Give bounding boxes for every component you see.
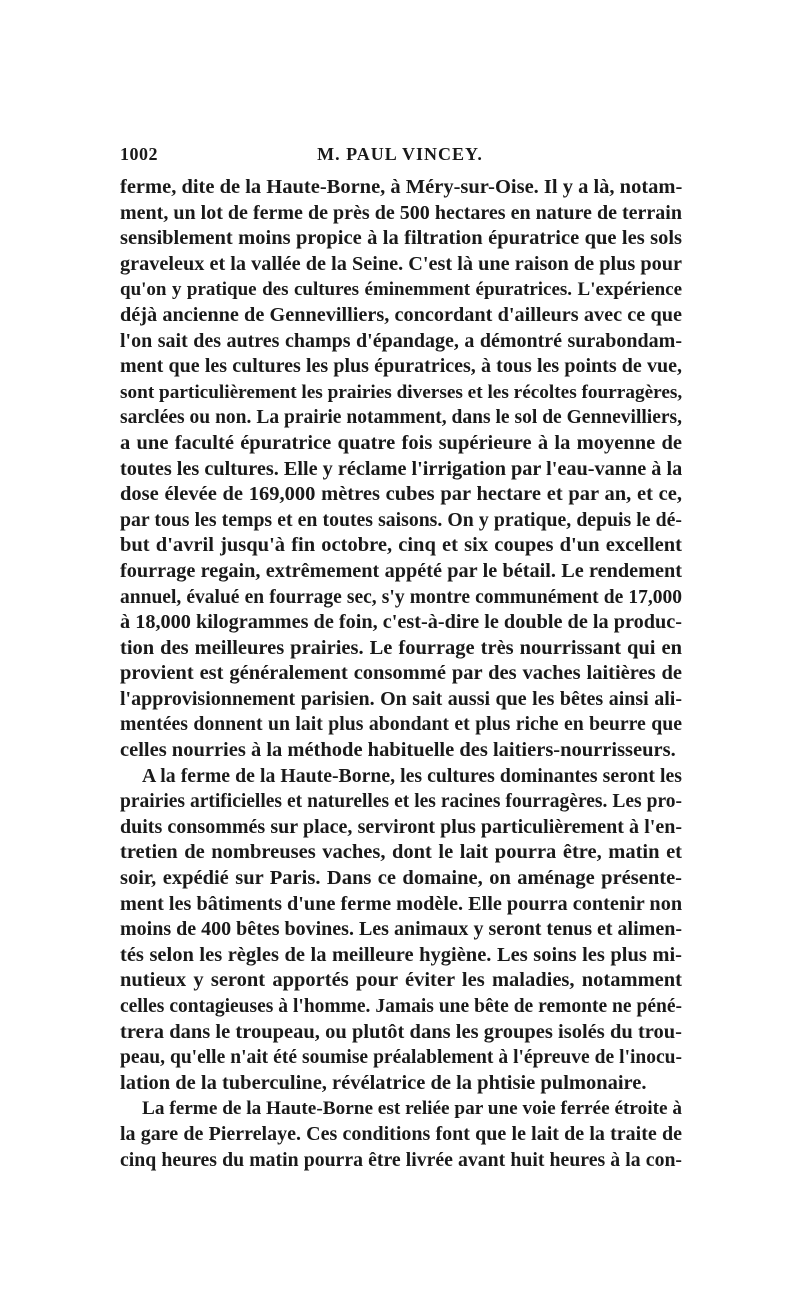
text-line: but d'avril jusqu'à fin octobre, cinq et six coupes d'un excellent [120,534,682,557]
text-line: cinq heures du matin pourra être livrée avant huit heures à la con- [120,1148,682,1171]
text-line: la gare de Pierrelaye. Ces conditions font que le lait de la traite de [120,1122,682,1145]
text-line-paragraph-end: celles nourries à la méthode habituelle des laitiers-nourrisseurs. [120,739,676,762]
text-line: graveleux et la vallée de la Seine. C'est là une raison de plus pour [120,252,682,275]
text-line-paragraph-start: A la ferme de la Haute-Borne, les cultures dominantes seront les [142,764,682,787]
text-line: sarclées ou non. La prairie notamment, dans le sol de Gennevilliers, [120,407,682,429]
text-line: nutieux y seront apportés pour éviter les maladies, notamment [120,969,682,992]
text-line: duits consommés sur place, serviront plus particulièrement à l'en- [120,815,682,838]
text-line: moins de 400 bêtes bovines. Les animaux y seront tenus et alimen- [120,918,682,941]
text-line: ment les bâtiments d'une ferme modèle. Elle pourra contenir non [120,892,683,915]
text-line: trera dans le troupeau, ou plutôt dans les groupes isolés du trou- [120,1020,682,1043]
text-line: par tous les temps et en toutes saisons. On y pratique, depuis le dé- [120,508,682,531]
text-line: toutes les cultures. Elle y réclame l'irrigation par l'eau-vanne à la [120,457,683,480]
body-text [120,175,682,1173]
text-line: provient est généralement consommé par des vaches laitières de [120,662,682,685]
text-line: tretien de nombreuses vaches, dont le lait pourra être, matin et [120,841,682,864]
text-line: annuel, évalué en fourrage sec, s'y montre communément de 17,000 [120,586,682,608]
text-line: dose élevée de 169,000 mètres cubes par hectare et par an, et ce, [120,483,682,506]
text-line: prairies artificielles et naturelles et les racines fourragères. Les pro- [120,791,682,813]
running-head [120,144,680,168]
text-line: sont particulièrement les prairies diverses et les récoltes fourragères, [120,381,683,403]
text-line: tés selon les règles de la meilleure hygiène. Les soins les plus mi- [120,943,682,966]
text-line: mentées donnent un lait plus abondant et plus riche en beurre que [120,713,682,736]
text-line: l'on sait des autres champs d'épandage, a démontré surabondam- [120,329,682,352]
text-line: tion des meilleures prairies. Le fourrage très nourrissant qui en [120,636,682,659]
text-line: ment, un lot de ferme de près de 500 hectares en nature de terrain [120,201,682,224]
text-line: soir, expédié sur Paris. Dans ce domaine, on aménage présente- [120,867,682,890]
text-line: a une faculté épuratrice quatre fois supérieure à la moyenne de [120,431,682,454]
text-line: fourrage regain, extrêmement appété par le bétail. Le rendement [120,559,682,582]
text-line: ment que les cultures les plus épuratrices, à tous les points de vue, [120,355,682,378]
text-line: à 18,000 kilogrammes de foin, c'est-à-dire le double de la produc- [120,611,682,634]
running-title: M. PAUL VINCEY. [317,144,483,164]
text-line-paragraph-start: La ferme de la Haute-Borne est reliée par une voie ferrée étroite à [142,1098,682,1120]
text-line: qu'on y pratique des cultures éminemment épuratrices. L'expérience [120,279,682,301]
text-line-paragraph-end: lation de la tuberculine, révélatrice de la phtisie pulmonaire. [120,1071,647,1094]
text-line: sensiblement moins propice à la filtration épuratrice que les sols [120,227,682,250]
text-line: peau, qu'elle n'ait été soumise préalablement à l'épreuve de l'inocu- [120,1047,682,1069]
text-line: l'approvisionnement parisien. On sait aussi que les bêtes ainsi ali- [120,687,682,710]
text-line: ferme, dite de la Haute-Borne, à Méry-sur-Oise. Il y a là, notam- [120,176,683,198]
text-line: déjà ancienne de Gennevilliers, concordant d'ailleurs avec ce que [120,303,682,326]
text-line: celles contagieuses à l'homme. Jamais une bête de remonte ne péné- [120,996,682,1017]
page-number: 1002 [120,144,158,164]
